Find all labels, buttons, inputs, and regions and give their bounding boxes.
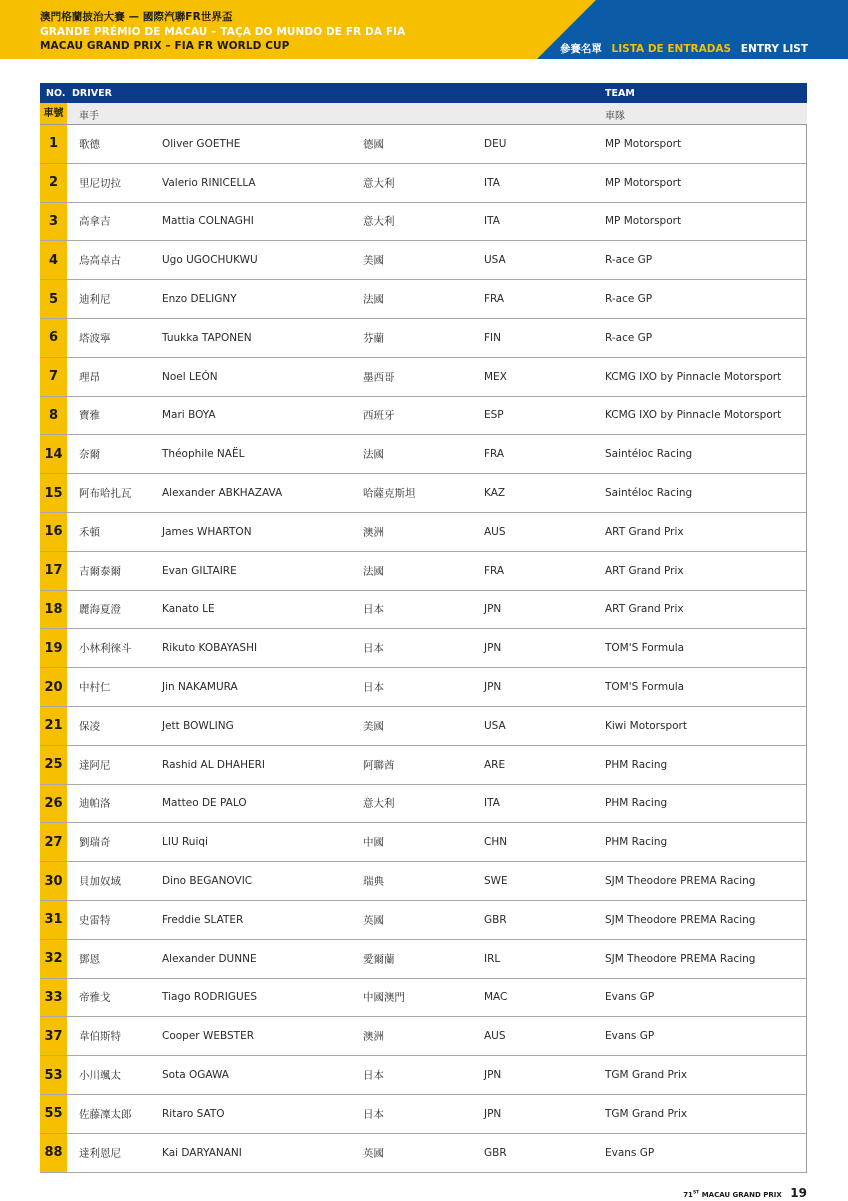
nationality-code: USA — [484, 719, 506, 732]
driver-name: Ugo UGOCHUKWU — [162, 254, 258, 267]
table-row — [40, 862, 806, 901]
team-name: Evans GP — [605, 1146, 655, 1159]
edition-label — [683, 1191, 782, 1199]
nationality-zh: 美國 — [363, 720, 384, 733]
table-row — [40, 1095, 806, 1134]
nationality-zh: 哈薩克斯坦 — [363, 487, 416, 500]
header-driver: DRIVER — [72, 88, 112, 99]
table-row — [40, 1134, 806, 1173]
driver-name-zh: 帝雅戈 — [79, 991, 111, 1004]
team-name: Saintéloc Racing — [605, 448, 693, 461]
car-number: 37 — [40, 1017, 67, 1055]
nationality-zh: 意大利 — [363, 215, 395, 228]
nationality-zh: 日本 — [363, 1108, 384, 1121]
nationality-code: FRA — [484, 448, 505, 461]
driver-name: Théophile NAËL — [162, 448, 245, 461]
nationality-code: FRA — [484, 293, 505, 306]
driver-name-zh: 理昂 — [79, 371, 100, 384]
driver-name: Jett BOWLING — [162, 719, 234, 732]
driver-name: Noel LEÓN — [162, 370, 218, 383]
nationality-code: ESP — [484, 409, 504, 422]
event-title-zh: 澳門格蘭披治大賽 — 國際汽聯FR世界盃 — [40, 11, 233, 23]
nationality-code: AUS — [484, 1030, 506, 1043]
car-number: 3 — [40, 203, 67, 241]
header-driver-zh: 車手 — [79, 111, 99, 122]
driver-name-zh: 鄧恩 — [79, 953, 100, 966]
section-title-zh: 參賽名單 — [559, 43, 602, 55]
team-name: TGM Grand Prix — [605, 1107, 688, 1120]
header-no-zh: 車號 — [40, 103, 67, 124]
nationality-code: SWE — [484, 875, 508, 888]
car-number: 33 — [40, 979, 67, 1017]
table-row — [40, 397, 806, 436]
team-name: TOM'S Formula — [605, 642, 685, 655]
nationality-zh: 法國 — [363, 293, 384, 306]
driver-name: Enzo DELIGNY — [162, 293, 237, 306]
nationality-code: AUS — [484, 525, 506, 538]
driver-name-zh: 貝加奴域 — [79, 875, 121, 888]
driver-name-zh: 寶雅 — [79, 409, 100, 422]
nationality-zh: 法國 — [363, 448, 384, 461]
driver-name-zh: 阿布哈扎瓦 — [79, 487, 132, 500]
driver-name-zh: 小林利徠斗 — [79, 642, 132, 655]
table-row — [40, 1056, 806, 1095]
car-number: 25 — [40, 746, 67, 784]
driver-name-zh: 禾頓 — [79, 526, 100, 539]
car-number: 16 — [40, 513, 67, 551]
table-row — [40, 591, 806, 630]
team-name: KCMG IXO by Pinnacle Motorsport — [605, 409, 782, 422]
driver-name: Oliver GOETHE — [162, 137, 241, 150]
car-number: 30 — [40, 862, 67, 900]
nationality-zh: 澳洲 — [363, 526, 384, 539]
page-footer — [683, 1182, 807, 1201]
table-header-en — [40, 83, 807, 103]
nationality-code: JPN — [484, 642, 502, 655]
car-number: 14 — [40, 435, 67, 473]
car-number: 31 — [40, 901, 67, 939]
nationality-zh: 英國 — [363, 1147, 384, 1160]
section-title — [560, 41, 808, 56]
table-row — [40, 513, 806, 552]
car-number: 26 — [40, 785, 67, 823]
nationality-zh: 瑞典 — [363, 875, 384, 888]
team-name: TOM'S Formula — [605, 681, 685, 694]
driver-name-zh: 達利恩尼 — [79, 1147, 121, 1160]
team-name: R-ace GP — [605, 254, 653, 267]
section-title-pt: LISTA DE ENTRADAS — [611, 43, 732, 55]
team-name: PHM Racing — [605, 758, 668, 771]
driver-name: Tuukka TAPONEN — [162, 331, 252, 344]
team-name: PHM Racing — [605, 797, 668, 810]
section-title-en: ENTRY LIST — [740, 43, 808, 55]
driver-name: LIU Ruiqi — [162, 836, 208, 849]
table-row — [40, 125, 806, 164]
table-row — [40, 901, 806, 940]
driver-name-zh: 中村仁 — [79, 681, 111, 694]
nationality-zh: 德國 — [363, 138, 384, 151]
driver-name: Ritaro SATO — [162, 1107, 225, 1120]
nationality-code: JPN — [484, 1107, 502, 1120]
table-row — [40, 435, 806, 474]
nationality-code: FIN — [484, 331, 501, 344]
table-row — [40, 358, 806, 397]
car-number: 21 — [40, 707, 67, 745]
driver-name-zh: 奈爾 — [79, 448, 100, 461]
nationality-zh: 日本 — [363, 681, 384, 694]
table-row — [40, 785, 806, 824]
header-team-zh: 車隊 — [605, 111, 625, 122]
nationality-zh: 芬蘭 — [363, 332, 384, 345]
nationality-code: KAZ — [484, 487, 506, 500]
table-row — [40, 823, 806, 862]
driver-name: Evan GILTAIRE — [162, 564, 237, 577]
team-name: SJM Theodore PREMA Racing — [605, 913, 756, 926]
nationality-zh: 愛爾蘭 — [363, 953, 395, 966]
event-title-pt: GRANDE PRÉMIO DE MACAU – TAÇA DO MUNDO DE FR DA FIA — [40, 25, 406, 38]
car-number: 1 — [40, 125, 67, 163]
nationality-zh: 澳洲 — [363, 1030, 384, 1043]
nationality-code: ITA — [484, 176, 500, 189]
table-row — [40, 552, 806, 591]
driver-name-zh: 塔波寧 — [79, 332, 111, 345]
header-no: NO. — [46, 88, 66, 99]
driver-name-zh: 保凌 — [79, 720, 100, 733]
team-name: MP Motorsport — [605, 215, 682, 228]
driver-name: Sota OGAWA — [162, 1069, 229, 1082]
driver-name-zh: 韋伯斯特 — [79, 1030, 121, 1043]
car-number: 17 — [40, 552, 67, 590]
car-number: 19 — [40, 629, 67, 667]
edition-suffix: ST — [692, 1190, 700, 1196]
team-name: ART Grand Prix — [605, 603, 684, 616]
nationality-code: JPN — [484, 681, 502, 694]
nationality-zh: 日本 — [363, 1069, 384, 1082]
nationality-zh: 日本 — [363, 642, 384, 655]
table-row — [40, 474, 806, 513]
table-row — [40, 203, 806, 242]
nationality-code: JPN — [484, 1069, 502, 1082]
car-number: 20 — [40, 668, 67, 706]
driver-name: Rashid AL DHAHERI — [162, 758, 266, 771]
car-number: 53 — [40, 1056, 67, 1094]
page-header — [0, 0, 848, 59]
nationality-zh: 英國 — [363, 914, 384, 927]
car-number: 18 — [40, 591, 67, 629]
driver-name-zh: 小川颯太 — [79, 1069, 121, 1082]
car-number: 4 — [40, 241, 67, 279]
entry-list-table — [40, 83, 807, 1173]
page-number: 19 — [790, 1186, 807, 1200]
edition-text: MACAU GRAND PRIX — [701, 1191, 782, 1199]
driver-name-zh: 高拿吉 — [79, 215, 111, 228]
table-row — [40, 940, 806, 979]
table-row — [40, 1017, 806, 1056]
table-row — [40, 668, 806, 707]
team-name: KCMG IXO by Pinnacle Motorsport — [605, 370, 782, 383]
driver-name-zh: 迪帕洛 — [79, 797, 111, 810]
driver-name-zh: 吉爾泰爾 — [79, 565, 121, 578]
team-name: PHM Racing — [605, 836, 668, 849]
nationality-code: GBR — [484, 1146, 507, 1159]
car-number: 88 — [40, 1134, 67, 1172]
table-row — [40, 280, 806, 319]
table-row — [40, 746, 806, 785]
nationality-zh: 美國 — [363, 254, 384, 267]
header-team: TEAM — [605, 88, 635, 99]
car-number: 2 — [40, 164, 67, 202]
nationality-zh: 阿聯酋 — [363, 759, 395, 772]
team-name: Kiwi Motorsport — [605, 719, 687, 732]
driver-name-zh: 史雷特 — [79, 914, 111, 927]
driver-name: Mattia COLNAGHI — [162, 215, 254, 228]
nationality-zh: 意大利 — [363, 797, 395, 810]
team-name: Evans GP — [605, 991, 655, 1004]
driver-name: Tiago RODRIGUES — [162, 991, 258, 1004]
edition-number: 71 — [683, 1191, 693, 1199]
car-number: 15 — [40, 474, 67, 512]
car-number: 55 — [40, 1095, 67, 1133]
nationality-code: ITA — [484, 215, 500, 228]
team-name: Evans GP — [605, 1030, 655, 1043]
driver-name-zh: 烏高卓古 — [79, 254, 121, 267]
event-title-en: MACAU GRAND PRIX – FIA FR WORLD CUP — [40, 40, 290, 52]
car-number: 27 — [40, 823, 67, 861]
team-name: R-ace GP — [605, 293, 653, 306]
car-number: 6 — [40, 319, 67, 357]
table-row — [40, 319, 806, 358]
nationality-code: MEX — [484, 370, 507, 383]
nationality-code: USA — [484, 254, 506, 267]
driver-name: Kanato LE — [162, 603, 215, 616]
driver-name: Kai DARYANANI — [162, 1146, 242, 1159]
nationality-zh: 墨西哥 — [363, 371, 395, 384]
car-number: 32 — [40, 940, 67, 978]
table-body — [40, 125, 807, 1173]
driver-name: Alexander ABKHAZAVA — [162, 487, 283, 500]
driver-name-zh: 歌德 — [79, 138, 100, 151]
team-name: SJM Theodore PREMA Racing — [605, 952, 756, 965]
nationality-zh: 意大利 — [363, 177, 395, 190]
driver-name: Freddie SLATER — [162, 913, 244, 926]
nationality-code: GBR — [484, 913, 507, 926]
nationality-zh: 日本 — [363, 603, 384, 616]
team-name: TGM Grand Prix — [605, 1069, 688, 1082]
nationality-code: FRA — [484, 564, 505, 577]
team-name: MP Motorsport — [605, 176, 682, 189]
driver-name-zh: 麗海夏澄 — [79, 603, 121, 616]
driver-name-zh: 劉瑞奇 — [79, 836, 111, 849]
driver-name-zh: 達阿尼 — [79, 759, 111, 772]
nationality-code: MAC — [484, 991, 508, 1004]
driver-name-zh: 佐藤凜太郎 — [79, 1108, 132, 1121]
car-number: 8 — [40, 397, 67, 435]
driver-name: Mari BOYA — [162, 409, 216, 422]
table-row — [40, 241, 806, 280]
table-header-zh — [40, 103, 807, 125]
driver-name: Matteo DE PALO — [162, 797, 247, 810]
team-name: Saintéloc Racing — [605, 487, 693, 500]
team-name: ART Grand Prix — [605, 564, 684, 577]
driver-name: James WHARTON — [162, 525, 252, 538]
table-row — [40, 707, 806, 746]
nationality-zh: 西班牙 — [363, 409, 395, 422]
nationality-code: CHN — [484, 836, 508, 849]
driver-name: Rikuto KOBAYASHI — [162, 642, 258, 655]
driver-name: Alexander DUNNE — [162, 952, 257, 965]
nationality-zh: 法國 — [363, 565, 384, 578]
team-name: R-ace GP — [605, 331, 653, 344]
driver-name: Dino BEGANOVIC — [162, 875, 253, 888]
event-titles — [40, 10, 405, 54]
car-number: 5 — [40, 280, 67, 318]
nationality-code: JPN — [484, 603, 502, 616]
car-number: 7 — [40, 358, 67, 396]
table-row — [40, 979, 806, 1018]
driver-name-zh: 迪利尼 — [79, 293, 111, 306]
driver-name: Jin NAKAMURA — [162, 681, 238, 694]
driver-name: Cooper WEBSTER — [162, 1030, 255, 1043]
nationality-zh: 中國 — [363, 836, 384, 849]
nationality-zh: 中國澳門 — [363, 991, 405, 1004]
nationality-code: DEU — [484, 137, 507, 150]
table-row — [40, 629, 806, 668]
nationality-code: ARE — [484, 758, 506, 771]
team-name: MP Motorsport — [605, 137, 682, 150]
driver-name-zh: 里尼切拉 — [79, 177, 121, 190]
team-name: ART Grand Prix — [605, 525, 684, 538]
nationality-code: ITA — [484, 797, 500, 810]
driver-name: Valerio RINICELLA — [162, 176, 256, 189]
table-row — [40, 164, 806, 203]
nationality-code: IRL — [484, 952, 501, 965]
team-name: SJM Theodore PREMA Racing — [605, 875, 756, 888]
